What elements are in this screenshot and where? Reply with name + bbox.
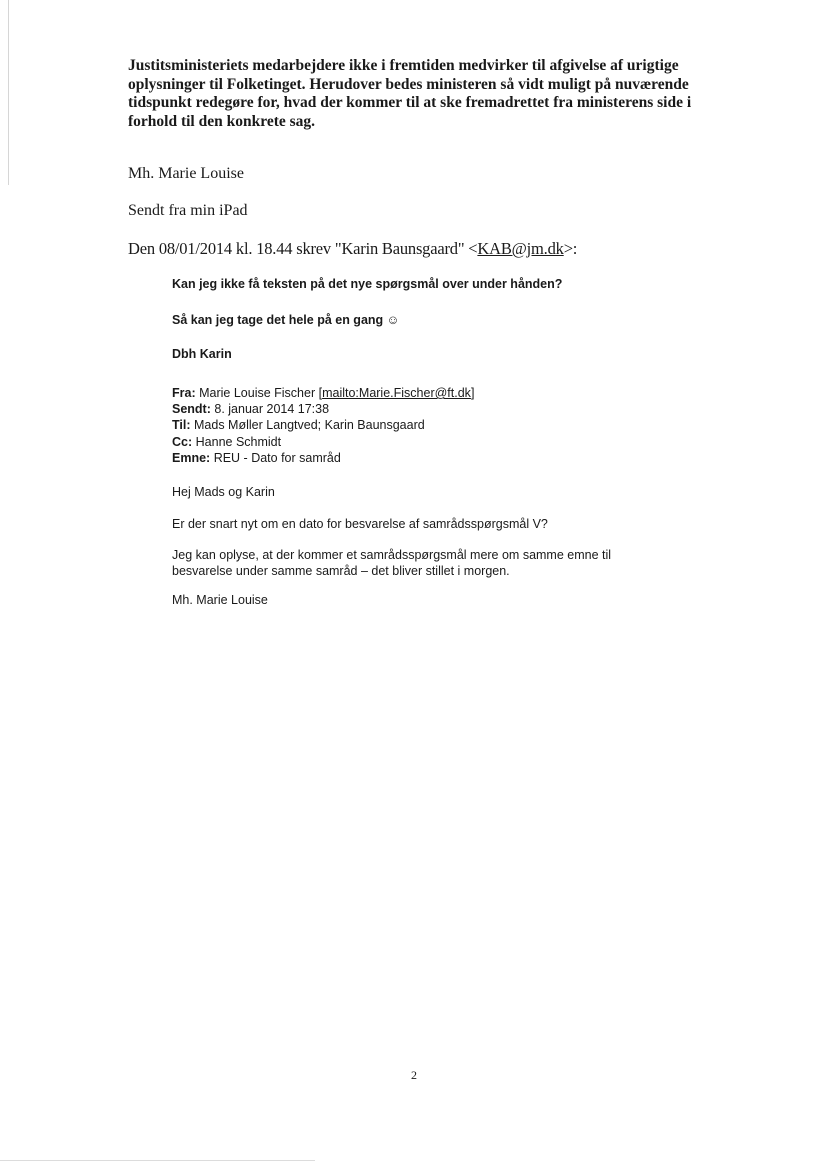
subject-label: Emne: [172,450,211,465]
message-signoff: Mh. Marie Louise [172,593,268,607]
message-body-2: Jeg kan oplyse, at der kommer et samrådsspørgsmål mere om samme emne til besvarelse under samme samråd – det bliver stillet i morgen. [172,548,612,578]
reply-email-link[interactable]: KAB@jm.dk [477,239,564,258]
from-mailto-link[interactable]: mailto:Marie.Fischer@ft.dk [322,386,471,400]
subject-row [172,450,732,466]
from-row [172,385,732,401]
closing-signoff: Mh. Marie Louise [128,165,244,182]
sent-from-device: Sendt fra min iPad [128,202,248,219]
from-name: Marie Louise Fischer [199,386,316,400]
sent-row [172,401,732,417]
continuation-paragraph: Justitsministeriets medarbejdere ikke i fremtiden medvirker til afgivelse af urigtige oplysninger til Folketinget. Herudover bedes ministeren så vidt muligt på nuværende tidspunkt redegøre for, hvad der kommer til at ske fremadrettet fra ministerens side i forhold til den konkrete sag. [128,57,692,130]
scan-edge-mark [8,0,9,185]
sent-label: Sendt: [172,402,211,417]
to-value: Mads Møller Langtved; Karin Baunsgaard [194,418,425,433]
cc-row [172,434,732,450]
quoted-line-2: Så kan jeg tage det hele på en gang ☺ [172,313,400,327]
quoted-signoff: Dbh Karin [172,347,232,361]
cc-label: Cc: [172,434,193,449]
scan-edge-mark-bottom [0,1160,315,1161]
reply-header-suffix: >: [563,239,578,258]
from-label: Fra: [172,386,196,400]
from-bracket-close: ] [470,386,475,400]
email-headers [172,385,732,466]
sent-value: 8. januar 2014 17:38 [214,402,330,417]
reply-header [128,239,577,259]
to-label: Til: [172,418,191,433]
reply-header-prefix: Den 08/01/2014 kl. 18.44 skrev "Karin Baunsgaard" < [128,239,478,258]
message-greeting: Hej Mads og Karin [172,485,275,499]
quoted-line-1: Kan jeg ikke få teksten på det nye spørgsmål over under hånden? [172,277,563,291]
page-number: 2 [411,1068,417,1082]
cc-value: Hanne Schmidt [195,434,282,449]
to-row [172,417,732,433]
from-bracket-open: [ [318,386,323,400]
subject-value: REU - Dato for samråd [213,450,341,465]
message-body-1: Er der snart nyt om en dato for besvarelse af samrådsspørgsmål V? [172,517,548,531]
